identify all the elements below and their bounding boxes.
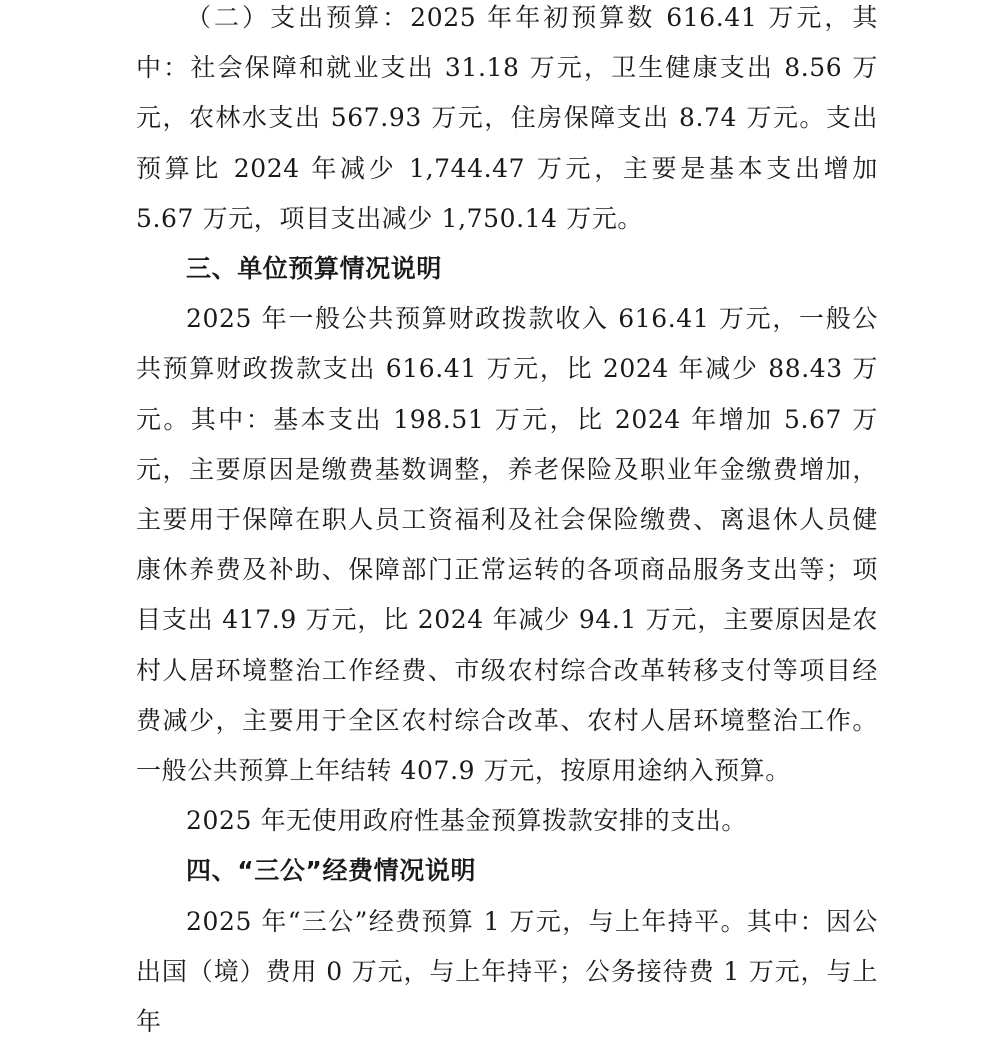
paragraph-gov-fund: 2025 年无使用政府性基金预算拨款安排的支出。 — [186, 806, 747, 836]
paragraph-unit-budget: 2025 年一般公共预算财政拨款收入 616.41 万元，一般公共预算财政拨款支出 616.41 万元，比 2024 年减少 88.43 万元。其中：基本支出 198.51 万元，比 2024 年增加 5.67 万元，主要原因是缴费基数调整，养老保险及职业年金缴费增加，主要用于保障在职人员工资福利及社会保险缴费、离退休人员健康休养费及补助、保障部门正常运转的各项商品服务支出等；项目支出 417.9 万元，比 2024 年减少 94.1 万元，主要原因是农村人居环境整治工作经费、市级农村综合改革转移支付等项目经费减少，主要用于全区农村综合改革、农村人居环境整治工作。一般公共预算上年结转 407.9 万元，按原用途纳入预算。 — [136, 304, 878, 786]
document-page — [136, 0, 878, 1047]
paragraph-expenditure-budget: （二）支出预算：2025 年年初预算数 616.41 万元，其中：社会保障和就业支出 31.18 万元，卫生健康支出 8.56 万元，农林水支出 567.93 万元，住房保障支出 8.74 万元。支出预算比 2024 年减少 1,744.47 万元，主要是基本支出增加 5.67 万元，项目支出减少 1,750.14 万元。 — [136, 3, 878, 233]
section-3-heading: 三、单位预算情况说明 — [186, 254, 443, 284]
section-4-heading: 四、“三公”经费情况说明 — [186, 856, 477, 886]
paragraph-three-public: 2025 年“三公”经费预算 1 万元，与上年持平。其中：因公出国（境）费用 0 万元，与上年持平；公务接待费 1 万元，与上年 — [136, 906, 878, 1037]
